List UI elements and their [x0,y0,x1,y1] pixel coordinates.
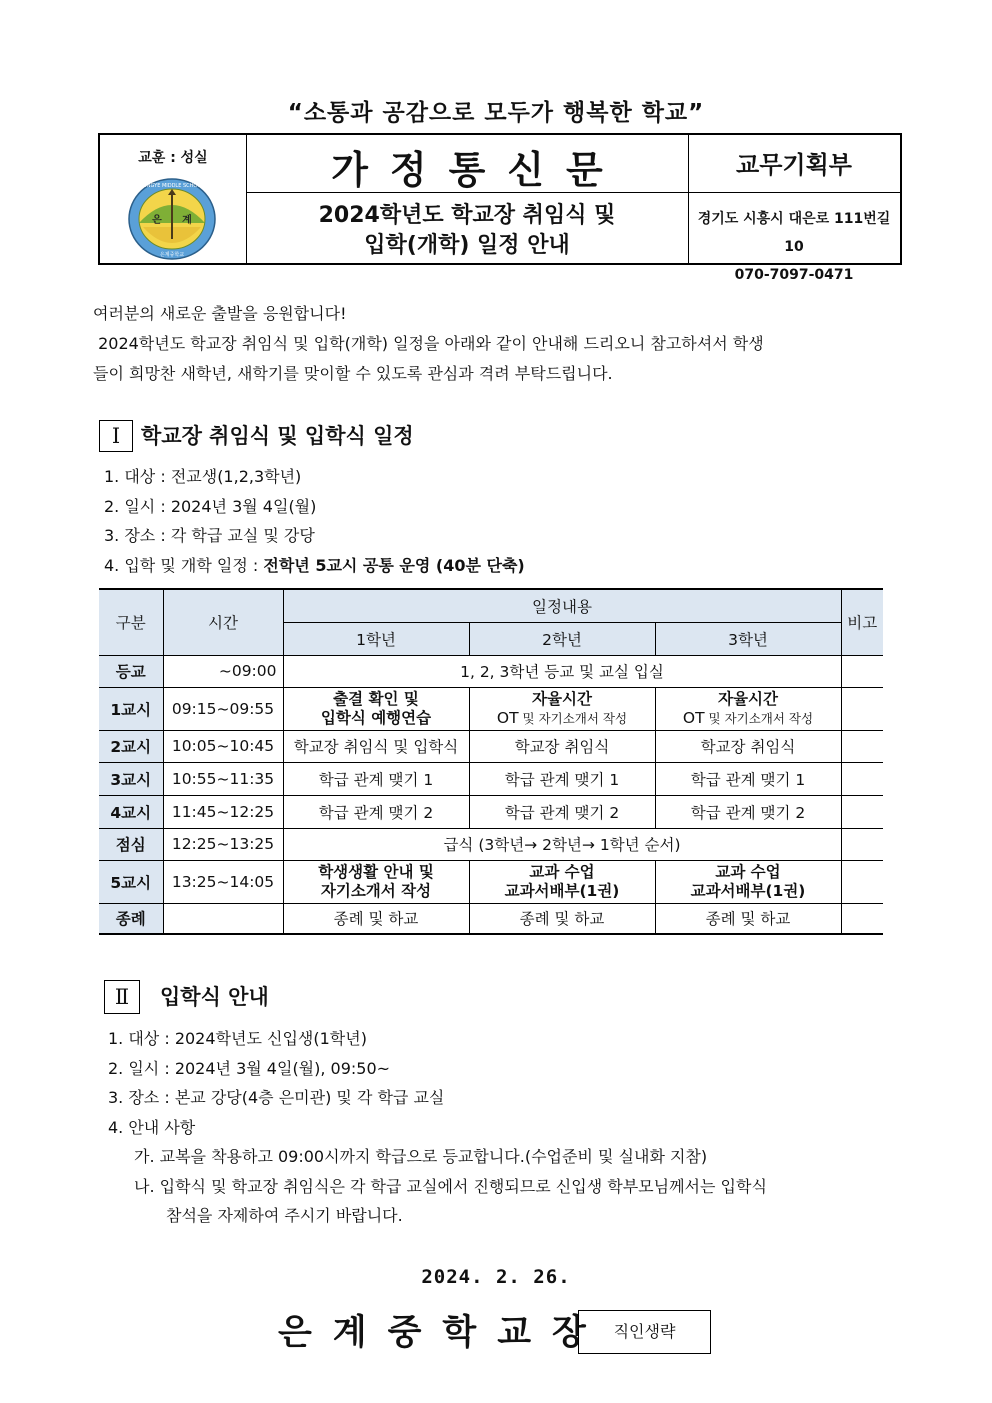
school-phone: 070-7097-0471 [734,267,854,283]
section-2-list [108,1024,898,1231]
newsletter-header [98,133,902,283]
row-label: 1교시 [99,687,163,730]
section-2-title: 입학식 안내 [160,985,269,1009]
row-label: 등교 [99,655,163,687]
table-row [99,828,883,860]
cell-line: 교과서배부(1권) [504,881,620,900]
table-row [99,860,883,903]
seal-omitted-box: 직인생략 [578,1310,711,1354]
section-1-heading [99,420,414,452]
cell-line: 입학식 예행연습 [320,708,432,727]
emblem-ring-text: EUNGYE MIDDLE SCHOOL [139,183,205,189]
cell-grade-3: 학급 관계 맺기 1 [655,762,841,795]
section-2-item: 4. 안내 사항 [108,1117,196,1137]
department-cell [688,135,900,283]
emblem-bottom-text: 은계중학교 [159,252,185,258]
cell-line: 학생생활 안내 및 [318,862,434,881]
row-note [841,730,883,762]
row-time [163,903,283,934]
paper-title: 가정통신문 [331,148,625,192]
section-2-item: 2. 일시 : 2024년 3월 4일(월), 09:50~ [108,1058,391,1078]
section-1-item: 2. 일시 : 2024년 3월 4일(월) [104,496,317,516]
header-category: 구분 [99,589,163,655]
section-1-title: 학교장 취임식 및 입학식 일정 [141,424,414,448]
row-note [841,795,883,828]
row-label: 점심 [99,828,163,860]
emblem-char-2: 계 [182,215,192,226]
cell-line: OT [496,708,519,727]
emblem-char-1: 은 [152,215,162,226]
cell-line: 자기소개서 작성 [320,881,432,900]
row-time: 12:25~13:25 [163,828,283,860]
cell-grade-3: 학교장 취임식 [655,730,841,762]
row-time: 13:25~14:05 [163,860,283,903]
cell-grade-1: 학교장 취임식 및 입학식 [283,730,469,762]
cell-grade-3 [655,860,841,903]
item-4-prefix: 4. 입학 및 개학 일정 : [104,555,264,575]
section-2-item: 1. 대상 : 2024학년도 신입생(1학년) [108,1029,367,1048]
row-note [841,687,883,730]
title-cell [246,135,689,263]
issue-date: 2024. 2. 26. [421,1266,571,1288]
school-address: 경기도 시흥시 대은로 111번길 10 [697,211,891,255]
intro-line-2: 2024학년도 학교장 취임식 및 입학(개학) 일정을 아래와 같이 안내해 드리오니 참고하셔서 학생 [93,334,764,353]
table-row [99,655,883,687]
section-1-list [104,462,525,580]
cell-line: 출결 확인 및 [333,689,419,708]
section-1-item: 3. 장소 : 각 학급 교실 및 강당 [104,526,315,545]
section-1-number: Ⅰ [99,420,133,452]
cell-grade-2: 학급 관계 맺기 1 [469,762,655,795]
cell-grade-2: 학교장 취임식 [469,730,655,762]
cell-grade-1: 학급 관계 맺기 1 [283,762,469,795]
principal-signature: 은계중학교장 [278,1313,607,1353]
section-2-heading [104,980,269,1014]
cell-line: 자율시간 [532,689,592,708]
table-row [99,730,883,762]
newsletter-subtitle [246,201,688,261]
section-2-number: Ⅱ [104,980,140,1014]
cell-grade-2 [469,860,655,903]
row-time: 10:05~10:45 [163,730,283,762]
table-row [99,795,883,828]
cell-line: 교과 수업 [529,862,595,881]
section-2-subitem: 가. 교복을 착용하고 09:00시까지 학급으로 등교합니다.(수업준비 및 실내화 지참) [134,1147,708,1166]
row-note [841,828,883,860]
cell-grade-3: 종례 및 하교 [655,903,841,934]
cell-grade-3 [655,687,841,730]
section-2-subitem-cont: 참석을 자제하여 주시기 바랍니다. [166,1206,403,1225]
header-grade-3: 3학년 [655,622,841,655]
row-time: 11:45~12:25 [163,795,283,828]
cell-line: OT [682,708,705,727]
cell-grade-2: 학급 관계 맺기 2 [469,795,655,828]
subtitle-line-1: 2024학년도 학교장 취임식 및 [318,203,616,228]
row-note [841,762,883,795]
cell-grade-1 [283,687,469,730]
section-1-item-4 [104,551,525,581]
cell-line: 자율시간 [718,689,778,708]
header-note: 비고 [841,589,883,655]
row-label: 3교시 [99,762,163,795]
motto-cell [100,135,247,263]
cell-grade-1: 종례 및 하교 [283,903,469,934]
header-content: 일정내용 [283,589,841,622]
subtitle-line-2: 입학(개학) 일정 안내 [364,233,570,258]
cell-line: 교과 수업 [715,862,781,881]
row-note [841,903,883,934]
section-2-subitem: 나. 입학식 및 학교장 취임식은 각 학급 교실에서 진행되므로 신입생 학부모님께서는 입학식 [134,1176,767,1196]
item-4-emphasis: 전학년 5교시 공통 운영 (40분 단축) [263,555,525,575]
header-grade-1: 1학년 [283,622,469,655]
cell-line-small: 및 자기소개서 작성 [518,710,628,726]
row-all-grades: 급식 (3학년→ 2학년→ 1학년 순서) [283,828,841,860]
row-label: 2교시 [99,730,163,762]
intro-line-3: 들이 희망찬 새학년, 새학기를 맞이할 수 있도록 관심과 격려 부탁드립니다. [93,364,613,383]
row-label: 5교시 [99,860,163,903]
school-contact [688,205,900,289]
table-row [99,903,883,934]
cell-grade-3: 학급 관계 맺기 2 [655,795,841,828]
row-label: 종례 [99,903,163,934]
schedule-table [99,588,883,935]
cell-line: 교과서배부(1권) [690,881,806,900]
cell-grade-1 [283,860,469,903]
row-note [841,655,883,687]
table-row [99,762,883,795]
school-slogan: “소통과 공감으로 모두가 행복한 학교” [287,100,705,126]
table-row [99,687,883,730]
cell-grade-2: 종례 및 하교 [469,903,655,934]
school-motto: 교훈 : 성실 [138,150,208,166]
school-emblem-icon [127,177,217,261]
header-time: 시간 [163,589,283,655]
row-time: 10:55~11:35 [163,762,283,795]
cell-grade-2 [469,687,655,730]
header-grade-2: 2학년 [469,622,655,655]
intro-paragraph [93,299,899,389]
row-time: ~09:00 [163,655,283,687]
department-name: 교무기획부 [736,151,852,179]
section-2-item: 3. 장소 : 본교 강당(4층 은미관) 및 각 학급 교실 [108,1088,445,1107]
row-time: 09:15~09:55 [163,687,283,730]
row-all-grades: 1, 2, 3학년 등교 및 교실 입실 [283,655,841,687]
cell-line-small: 및 자기소개서 작성 [704,710,814,726]
row-note [841,860,883,903]
intro-line-1: 여러분의 새로운 출발을 응원합니다! [93,304,347,323]
section-1-item: 1. 대상 : 전교생(1,2,3학년) [104,467,302,486]
row-label: 4교시 [99,795,163,828]
cell-grade-1: 학급 관계 맺기 2 [283,795,469,828]
